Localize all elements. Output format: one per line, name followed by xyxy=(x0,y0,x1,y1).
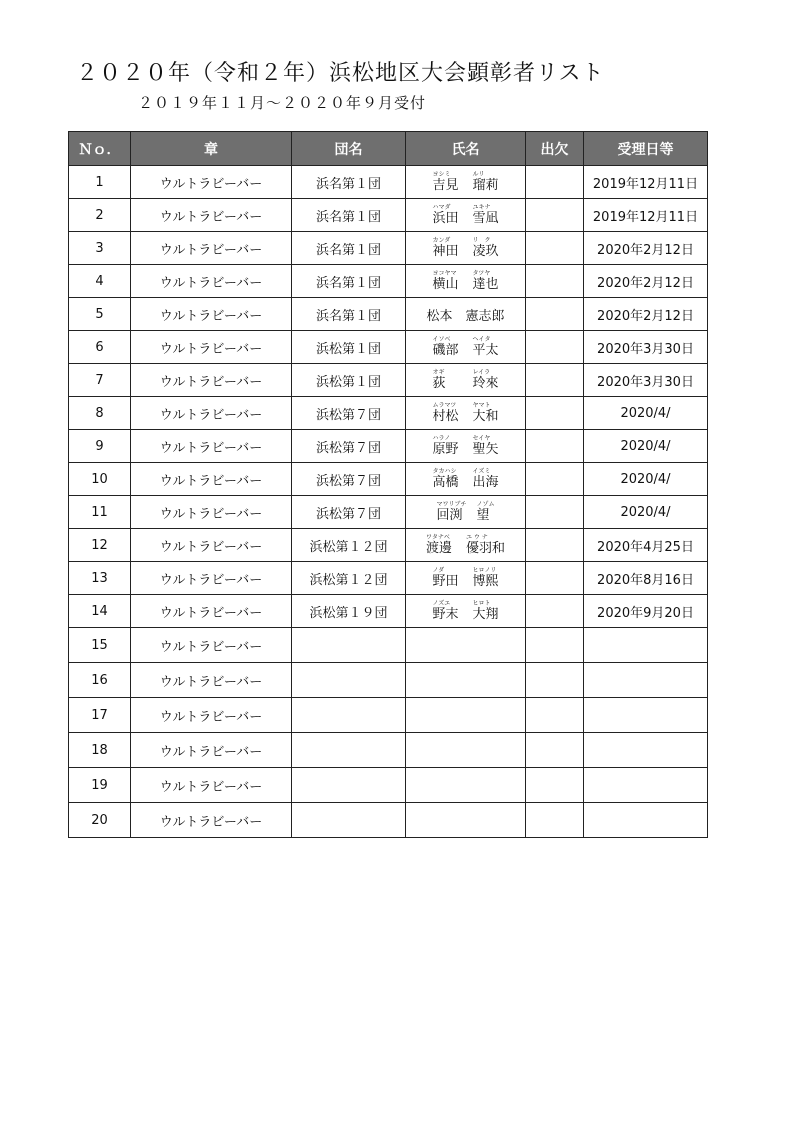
family-name: 原野 xyxy=(432,441,459,457)
cell-badge: ウルトラビーバー xyxy=(131,733,292,768)
cell-troop xyxy=(292,628,406,663)
cell-badge: ウルトラビーバー xyxy=(131,364,292,397)
cell-troop xyxy=(292,733,406,768)
cell-no: 10 xyxy=(69,463,131,496)
cell-attendance xyxy=(526,397,584,430)
cell-badge: ウルトラビーバー xyxy=(131,529,292,562)
cell-no: 13 xyxy=(69,562,131,595)
table-row xyxy=(69,397,708,430)
name-with-ruby xyxy=(432,336,498,359)
family-name: 横山 xyxy=(432,276,459,292)
table-row xyxy=(69,663,708,698)
name-with-ruby xyxy=(426,534,505,557)
cell-name xyxy=(406,331,526,364)
full-name xyxy=(432,607,498,623)
cell-attendance xyxy=(526,331,584,364)
cell-badge: ウルトラビーバー xyxy=(131,562,292,595)
table-row xyxy=(69,430,708,463)
name-with-ruby xyxy=(432,270,498,293)
given-name-reading: タツヤ xyxy=(472,269,491,277)
table-row xyxy=(69,232,708,265)
family-name-reading: マワリブチ xyxy=(436,500,467,508)
cell-no: 18 xyxy=(69,733,131,768)
family-name-reading: タカハシ xyxy=(432,467,457,475)
cell-troop: 浜名第１団 xyxy=(292,265,406,298)
cell-attendance xyxy=(526,562,584,595)
cell-date: 2020年8月16日 xyxy=(584,562,708,595)
cell-date: 2019年12月11日 xyxy=(584,166,708,199)
full-name xyxy=(432,178,498,194)
table-row xyxy=(69,628,708,663)
cell-no: 19 xyxy=(69,768,131,803)
cell-date xyxy=(584,663,708,698)
cell-attendance xyxy=(526,232,584,265)
cell-troop: 浜松第７団 xyxy=(292,430,406,463)
family-name-reading: ノダ xyxy=(432,566,445,574)
cell-attendance xyxy=(526,298,584,331)
awardee-table xyxy=(68,131,708,838)
table-row xyxy=(69,364,708,397)
cell-attendance xyxy=(526,199,584,232)
cell-attendance xyxy=(526,768,584,803)
given-name-reading: セイヤ xyxy=(472,434,491,442)
cell-troop xyxy=(292,698,406,733)
table-header-row xyxy=(69,132,708,166)
cell-attendance xyxy=(526,733,584,768)
cell-name xyxy=(406,430,526,463)
family-name: 渡邊 xyxy=(425,540,452,556)
given-name: 雪凪 xyxy=(472,210,499,226)
column-header-troop: 団名 xyxy=(292,132,406,166)
ruby-reading xyxy=(432,204,498,211)
cell-badge: ウルトラビーバー xyxy=(131,803,292,838)
cell-troop xyxy=(292,663,406,698)
cell-name xyxy=(406,463,526,496)
family-name: 野末 xyxy=(432,606,459,622)
cell-badge: ウルトラビーバー xyxy=(131,628,292,663)
family-name: 松本 xyxy=(426,308,453,324)
ruby-reading xyxy=(432,402,498,409)
table-row xyxy=(69,768,708,803)
cell-no: 9 xyxy=(69,430,131,463)
cell-badge: ウルトラビーバー xyxy=(131,768,292,803)
cell-date: 2020年3月30日 xyxy=(584,331,708,364)
table-row xyxy=(69,298,708,331)
cell-troop: 浜松第７団 xyxy=(292,463,406,496)
cell-no: 4 xyxy=(69,265,131,298)
family-name: 神田 xyxy=(432,243,459,259)
name-with-ruby xyxy=(432,237,498,260)
cell-troop: 浜松第１９団 xyxy=(292,595,406,628)
family-name-reading: ワタナベ xyxy=(425,533,450,541)
cell-badge: ウルトラビーバー xyxy=(131,199,292,232)
cell-badge: ウルトラビーバー xyxy=(131,595,292,628)
given-name: 達也 xyxy=(472,276,499,292)
ruby-reading xyxy=(432,171,498,178)
family-name-reading: ヨコヤマ xyxy=(432,269,457,277)
cell-no: 17 xyxy=(69,698,131,733)
cell-date xyxy=(584,698,708,733)
given-name: 玲來 xyxy=(472,375,499,391)
cell-date xyxy=(584,803,708,838)
name-with-ruby xyxy=(437,501,495,524)
full-name xyxy=(432,211,498,227)
cell-attendance xyxy=(526,698,584,733)
ruby-reading xyxy=(432,237,498,244)
cell-date: 2020/4/ xyxy=(584,463,708,496)
full-name xyxy=(432,574,498,590)
page-title: ２０２０年（令和２年）浜松地区大会顕彰者リスト xyxy=(76,61,605,86)
table-row xyxy=(69,199,708,232)
cell-no: 20 xyxy=(69,803,131,838)
cell-name xyxy=(406,232,526,265)
given-name-reading: イズミ xyxy=(472,467,491,475)
cell-name xyxy=(406,562,526,595)
full-name xyxy=(432,475,498,491)
full-name xyxy=(426,309,504,324)
cell-troop: 浜名第１団 xyxy=(292,166,406,199)
full-name xyxy=(432,376,498,392)
cell-attendance xyxy=(526,628,584,663)
cell-badge: ウルトラビーバー xyxy=(131,331,292,364)
given-name-reading: ヒロノリ xyxy=(472,566,497,574)
cell-no: 2 xyxy=(69,199,131,232)
given-name-reading: リ ク xyxy=(472,236,491,244)
cell-date: 2020年2月12日 xyxy=(584,232,708,265)
table-row xyxy=(69,166,708,199)
cell-date: 2019年12月11日 xyxy=(584,199,708,232)
page-subtitle: ２０１９年１１月～２０２０年９月受付 xyxy=(138,94,427,112)
family-name: 回渕 xyxy=(436,507,463,523)
cell-badge: ウルトラビーバー xyxy=(131,430,292,463)
cell-no: 12 xyxy=(69,529,131,562)
cell-no: 11 xyxy=(69,496,131,529)
ruby-reading xyxy=(432,468,498,475)
cell-date: 2020年2月12日 xyxy=(584,265,708,298)
cell-date: 2020年3月30日 xyxy=(584,364,708,397)
cell-badge: ウルトラビーバー xyxy=(131,298,292,331)
column-header-date: 受理日等 xyxy=(584,132,708,166)
table-row xyxy=(69,529,708,562)
table-row xyxy=(69,733,708,768)
column-header-badge: 章 xyxy=(131,132,292,166)
ruby-reading xyxy=(432,270,498,277)
cell-no: 8 xyxy=(69,397,131,430)
given-name: 優羽和 xyxy=(465,540,505,556)
table-row xyxy=(69,803,708,838)
name-with-ruby xyxy=(432,204,498,227)
cell-no: 7 xyxy=(69,364,131,397)
family-name: 荻 xyxy=(432,375,446,391)
cell-troop xyxy=(292,803,406,838)
family-name: 野田 xyxy=(432,573,459,589)
family-name: 吉見 xyxy=(432,177,459,193)
cell-attendance xyxy=(526,803,584,838)
cell-date: 2020/4/ xyxy=(584,430,708,463)
cell-name xyxy=(406,698,526,733)
name-with-ruby xyxy=(432,600,498,623)
family-name-reading: ハマダ xyxy=(432,203,451,211)
given-name: 大和 xyxy=(472,408,499,424)
cell-no: 6 xyxy=(69,331,131,364)
cell-date: 2020/4/ xyxy=(584,397,708,430)
cell-no: 15 xyxy=(69,628,131,663)
given-name: 出海 xyxy=(472,474,499,490)
given-name: 博熙 xyxy=(472,573,499,589)
given-name-reading: レイラ xyxy=(472,368,491,376)
cell-attendance xyxy=(526,496,584,529)
table-row xyxy=(69,496,708,529)
family-name-reading: ムラマツ xyxy=(432,401,457,409)
cell-attendance xyxy=(526,529,584,562)
cell-name xyxy=(406,199,526,232)
cell-date xyxy=(584,768,708,803)
cell-name xyxy=(406,265,526,298)
cell-badge: ウルトラビーバー xyxy=(131,265,292,298)
cell-date xyxy=(584,628,708,663)
cell-attendance xyxy=(526,166,584,199)
full-name xyxy=(432,343,498,359)
ruby-reading xyxy=(432,369,498,376)
given-name: 瑠莉 xyxy=(472,177,499,193)
given-name: 大翔 xyxy=(472,606,499,622)
given-name: 望 xyxy=(476,507,490,523)
given-name: 凌玖 xyxy=(472,243,499,259)
cell-name xyxy=(406,298,526,331)
name-with-ruby xyxy=(432,402,498,425)
cell-name xyxy=(406,529,526,562)
family-name: 高橋 xyxy=(432,474,459,490)
cell-date xyxy=(584,733,708,768)
cell-attendance xyxy=(526,265,584,298)
given-name-reading: ヤマト xyxy=(472,401,491,409)
cell-troop: 浜名第１団 xyxy=(292,232,406,265)
given-name-reading: ヒロト xyxy=(472,599,491,607)
full-name xyxy=(432,244,498,260)
cell-troop: 浜松第１団 xyxy=(292,331,406,364)
family-name-reading: オギ xyxy=(432,368,445,376)
table-row xyxy=(69,463,708,496)
cell-troop: 浜松第７団 xyxy=(292,397,406,430)
name-with-ruby xyxy=(432,369,498,392)
family-name-reading: ノズエ xyxy=(432,599,451,607)
cell-badge: ウルトラビーバー xyxy=(131,166,292,199)
table-row xyxy=(69,562,708,595)
given-name: 平太 xyxy=(472,342,499,358)
table-row xyxy=(69,698,708,733)
family-name-reading: カンダ xyxy=(432,236,451,244)
cell-name xyxy=(406,768,526,803)
cell-date: 2020年2月12日 xyxy=(584,298,708,331)
cell-attendance xyxy=(526,595,584,628)
cell-no: 14 xyxy=(69,595,131,628)
cell-troop: 浜名第１団 xyxy=(292,199,406,232)
name-with-ruby xyxy=(432,567,498,590)
full-name xyxy=(432,442,498,458)
table-row xyxy=(69,265,708,298)
cell-attendance xyxy=(526,364,584,397)
given-name-reading: ルリ xyxy=(472,170,485,178)
cell-name xyxy=(406,733,526,768)
given-name-reading: ユキナ xyxy=(472,203,491,211)
name-with-ruby xyxy=(432,468,498,491)
ruby-reading xyxy=(432,567,498,574)
family-name-reading: イソベ xyxy=(432,335,451,343)
family-name-reading: ヨシミ xyxy=(432,170,451,178)
cell-name xyxy=(406,166,526,199)
cell-name xyxy=(406,397,526,430)
cell-troop: 浜松第７団 xyxy=(292,496,406,529)
cell-badge: ウルトラビーバー xyxy=(131,463,292,496)
table-row xyxy=(69,331,708,364)
cell-attendance xyxy=(526,663,584,698)
ruby-reading xyxy=(432,336,498,343)
full-name xyxy=(432,409,498,425)
cell-no: 3 xyxy=(69,232,131,265)
given-name: 聖矢 xyxy=(472,441,499,457)
cell-troop: 浜松第１２団 xyxy=(292,529,406,562)
cell-troop: 浜松第１団 xyxy=(292,364,406,397)
ruby-reading xyxy=(437,501,495,508)
name-with-ruby xyxy=(432,171,498,194)
cell-name xyxy=(406,803,526,838)
column-header-no: Ｎｏ． xyxy=(69,132,131,166)
cell-badge: ウルトラビーバー xyxy=(131,397,292,430)
table-row xyxy=(69,595,708,628)
full-name xyxy=(426,541,505,557)
cell-attendance xyxy=(526,463,584,496)
cell-date: 2020年4月25日 xyxy=(584,529,708,562)
column-header-attendance: 出欠 xyxy=(526,132,584,166)
full-name xyxy=(432,277,498,293)
cell-name xyxy=(406,628,526,663)
given-name-reading: ヘイタ xyxy=(472,335,491,343)
cell-no: 5 xyxy=(69,298,131,331)
cell-badge: ウルトラビーバー xyxy=(131,232,292,265)
family-name: 村松 xyxy=(432,408,459,424)
cell-badge: ウルトラビーバー xyxy=(131,663,292,698)
cell-troop: 浜松第１２団 xyxy=(292,562,406,595)
column-header-name: 氏名 xyxy=(406,132,526,166)
cell-no: 16 xyxy=(69,663,131,698)
cell-attendance xyxy=(526,430,584,463)
cell-troop xyxy=(292,768,406,803)
cell-name xyxy=(406,663,526,698)
ruby-reading xyxy=(432,600,498,607)
name-with-ruby xyxy=(432,435,498,458)
family-name: 磯部 xyxy=(432,342,459,358)
cell-date: 2020年9月20日 xyxy=(584,595,708,628)
given-name-reading: ユ ウ ナ xyxy=(465,533,488,541)
full-name xyxy=(437,508,495,524)
given-name: 憲志郎 xyxy=(465,308,505,324)
cell-troop: 浜名第１団 xyxy=(292,298,406,331)
cell-date: 2020/4/ xyxy=(584,496,708,529)
family-name-reading: ハラノ xyxy=(432,434,451,442)
ruby-reading xyxy=(426,534,505,541)
cell-badge: ウルトラビーバー xyxy=(131,698,292,733)
cell-name xyxy=(406,496,526,529)
cell-badge: ウルトラビーバー xyxy=(131,496,292,529)
cell-no: 1 xyxy=(69,166,131,199)
cell-name xyxy=(406,595,526,628)
family-name: 浜田 xyxy=(432,210,459,226)
cell-name xyxy=(406,364,526,397)
ruby-reading xyxy=(432,435,498,442)
given-name-reading: ノゾム xyxy=(476,500,495,508)
